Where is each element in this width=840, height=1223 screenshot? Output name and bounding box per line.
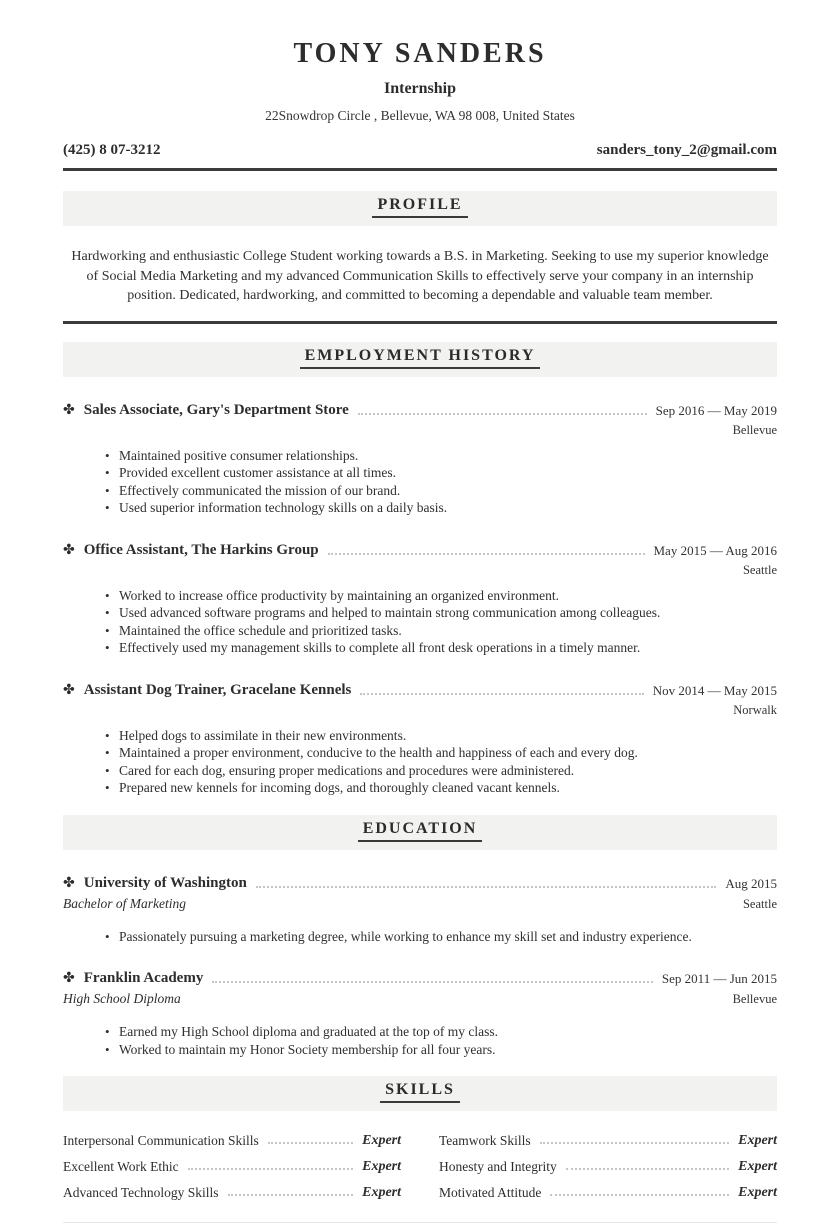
skills-column-left [63,1132,401,1210]
job-title: Assistant Dog Trainer, Gracelane Kennels [83,681,352,698]
education-bullet-list [63,928,777,946]
email-address: sanders_tony_2@gmail.com [596,142,777,158]
skill-level: Expert [362,1159,401,1174]
job-bullet-list [63,447,777,517]
four-petal-marker-icon: ✤ [63,682,75,698]
dotted-leader [550,1194,729,1196]
job-dates: Nov 2014 — May 2015 [652,682,777,698]
skill-level: Expert [738,1159,777,1174]
skill-name: Interpersonal Communication Skills [63,1133,259,1148]
dotted-leader [228,1194,354,1196]
employment-heading: EMPLOYMENT HISTORY [300,347,541,369]
job-bullet: • Effectively used my management skills to complete all front desk operations in a timely manner. [105,639,777,657]
dotted-leader [268,1142,353,1144]
job-bullet-list [63,727,777,797]
skill-name: Advanced Technology Skills [63,1185,219,1200]
skill-name: Motivated Attitude [439,1185,542,1200]
job-entry-header [63,541,777,560]
phone-number: (425) 8 07-3212 [63,142,161,158]
skill-row [63,1132,401,1149]
dotted-leader [328,553,645,555]
dotted-leader [540,1142,729,1144]
skill-row [439,1132,777,1149]
skill-name: Teamwork Skills [439,1133,531,1148]
education-heading: EDUCATION [358,820,483,842]
four-petal-marker-icon: ✤ [63,402,75,418]
education-dates: Aug 2015 [725,875,777,891]
job-entry-header [63,681,777,700]
dotted-leader [358,413,647,415]
four-petal-marker-icon: ✤ [63,542,75,558]
dotted-leader [188,1168,353,1170]
job-title: Sales Associate, Gary's Department Store [83,401,349,418]
skill-name: Honesty and Integrity [439,1159,557,1174]
address-line: 22Snowdrop Circle , Bellevue, WA 98 008, United States [265,108,575,123]
education-bullet: • Worked to maintain my Honor Society membership for all four years. [105,1041,777,1059]
candidate-name: TONY SANDERS [293,38,547,69]
skill-level: Expert [738,1185,777,1200]
job-bullet: • Prepared new kennels for incoming dogs, and thoroughly cleaned vacant kennels. [105,779,777,797]
job-entry [63,541,777,657]
profile-heading: PROFILE [372,196,467,218]
education-subrow [63,896,777,912]
education-subrow [63,991,777,1007]
job-bullet: • Maintained the office schedule and prioritized tasks. [105,622,777,640]
education-bullet: • Passionately pursuing a marketing degree, while working to enhance my skill set and industry experience. [105,928,777,946]
skills-column-right [439,1132,777,1210]
job-bullet: • Maintained positive consumer relationships. [105,447,777,465]
education-entry [63,969,777,1058]
job-target-subtitle: Internship [383,80,457,97]
education-entry-header [63,969,777,988]
skill-level: Expert [738,1133,777,1148]
double-rule-divider [63,168,777,171]
job-bullet: • Used advanced software programs and helped to maintain strong communication among colleagues. [105,604,777,622]
skill-row [63,1158,401,1175]
job-bullet: • Provided excellent customer assistance at all times. [105,464,777,482]
degree-name: High School Diploma [63,991,181,1006]
section-banner-skills [63,1076,777,1111]
job-entry-header [63,401,777,420]
skill-level: Expert [362,1133,401,1148]
dotted-leader [360,693,643,695]
four-petal-marker-icon: ✤ [63,971,75,986]
section-banner-profile [63,191,777,226]
education-dates: Sep 2011 — Jun 2015 [661,971,777,986]
job-bullet: • Effectively communicated the mission of our brand. [105,482,777,500]
job-city: Seattle [742,562,777,577]
double-rule-divider [63,321,777,324]
school-name: Franklin Academy [83,970,204,986]
job-dates: Sep 2016 — May 2019 [655,402,777,418]
degree-name: Bachelor of Marketing [63,895,186,911]
skill-row [439,1158,777,1175]
job-dates: May 2015 — Aug 2016 [653,542,777,558]
job-bullet-list [63,587,777,657]
profile-summary-text: Hardworking and enthusiastic College Student working towards a B.S. in Marketing. Seeking to use my superior knowledge of Social Media Marketing and my advanced Communication Skills to effectively serve your company in an internship position. Dedicated, hardworking, and committed to becoming a dependable and valuable team member. [71,249,769,303]
skill-name: Excellent Work Ethic [63,1159,179,1174]
job-city: Norwalk [733,702,777,717]
dotted-leader [566,1168,729,1170]
job-bullet: • Cared for each dog, ensuring proper medications and procedures were administered. [105,762,777,780]
skills-heading: SKILLS [380,1081,460,1103]
dotted-leader [212,981,653,983]
education-entry-header [63,874,777,893]
job-entry [63,401,777,517]
job-city: Bellevue [732,422,777,437]
education-bullet: • Earned my High School diploma and graduated at the top of my class. [105,1023,777,1041]
four-petal-marker-icon: ✤ [63,875,75,891]
job-bullet: • Maintained a proper environment, conducive to the health and happiness of each and every dog. [105,744,777,762]
contact-bar [63,141,777,159]
job-entry [63,681,777,797]
skill-level: Expert [362,1185,401,1200]
school-name: University of Washington [83,874,247,891]
dotted-leader [256,886,717,888]
job-bullet: • Helped dogs to assimilate in their new environments. [105,727,777,745]
section-banner-education [63,815,777,850]
skills-grid [63,1132,777,1210]
education-entry [63,874,777,946]
job-title: Office Assistant, The Harkins Group [83,541,319,558]
job-bullet: • Worked to increase office productivity by maintaining an organized environment. [105,587,777,605]
education-bullet-list [63,1023,777,1058]
job-bullet: • Used superior information technology skills on a daily basis. [105,499,777,517]
education-city: Seattle [742,896,777,911]
section-banner-employment [63,342,777,377]
education-city: Bellevue [732,992,777,1006]
